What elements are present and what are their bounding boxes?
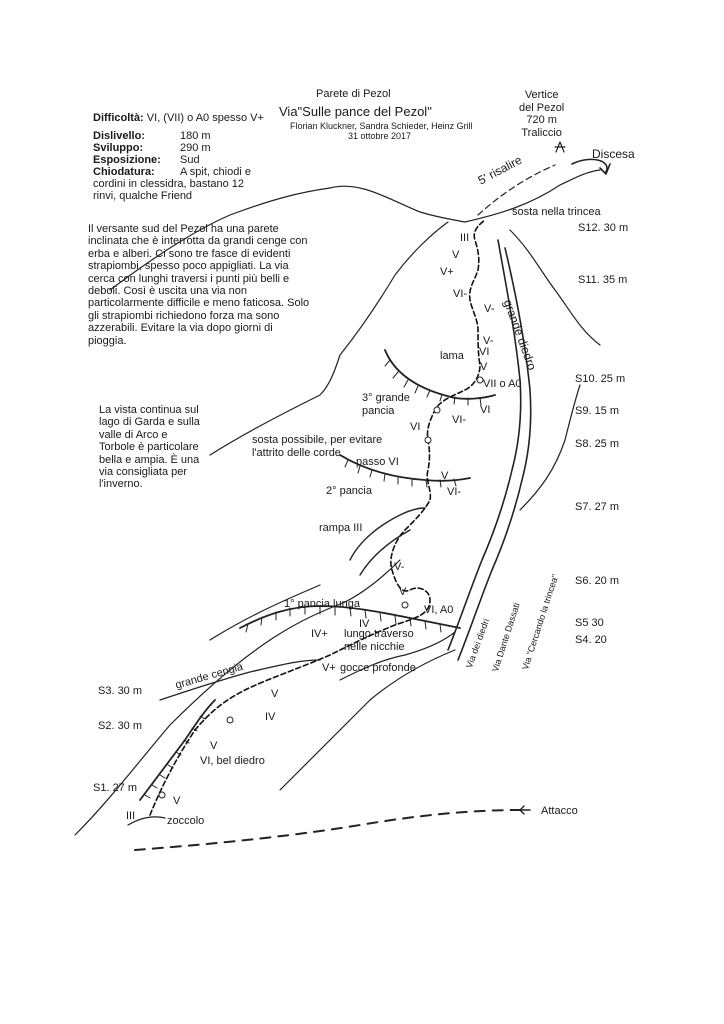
summit-label [519, 89, 564, 139]
lama-label: lama [440, 350, 464, 362]
grade-label: VII o A0 [483, 378, 522, 390]
belay-s1: S1. 27 m [93, 782, 138, 794]
belay-s3: S3. 30 m [98, 685, 143, 697]
belay-marker [227, 717, 233, 723]
route-authors: Florian Kluckner, Sandra Schieder, Heinz Grill [290, 121, 473, 131]
grade-label: IV [359, 618, 370, 630]
grade-label: V- [483, 335, 494, 347]
belay-s5: S5 30 [575, 617, 604, 629]
pancia3-label [362, 392, 410, 418]
belay-marker [434, 407, 440, 413]
grade-label: IV [265, 711, 276, 723]
grade-label: V [210, 740, 218, 752]
difficulty [93, 112, 264, 125]
grade-label: V+ [440, 266, 454, 278]
grade-label: IV+ [311, 628, 328, 640]
belay-s9: S9. 15 m [575, 405, 620, 417]
grade-label: V [441, 470, 449, 482]
grade-label: V [173, 795, 181, 807]
rampa-label: rampa III [319, 522, 363, 534]
pylon-icon [555, 142, 565, 152]
attacco-label: Attacco [541, 805, 578, 817]
summit-line: 720 m [526, 114, 557, 126]
info-row: cordini in clessidra, bastano 12 [93, 178, 245, 190]
summit-line: del Pezol [519, 101, 565, 114]
grade-label: V [480, 361, 488, 373]
info-row: Dislivello: 180 m [93, 130, 211, 142]
grade-label: III [460, 232, 470, 244]
sosta-possibile-line: sosta possibile, per evitare [252, 434, 383, 446]
passo-label: passo VI [356, 456, 399, 468]
grade-label: VI [480, 404, 491, 416]
bel-diedro-label: VI, bel diedro [200, 755, 265, 767]
pancia3-line: pancia [362, 405, 395, 417]
belay-marker [425, 437, 431, 443]
grade-label: V [399, 586, 407, 598]
route-description: Il versante sud del Pezol ha una parete inclinata che è interrotta da grandi cenge con erba e alberi. Ci sono tre fasce di evidenti strapiombi, spesso poco appigliati. La via cerca con lunghi traversi i punti più belli e deboli. Così è uscita una via non particolarmente difficile e meno faticosa. Solo gli strapiombi richiedono forza ma sono azzerabili. Evitare la via dopo giorni di pioggia. [88, 223, 310, 347]
grade-label: V [452, 249, 460, 261]
sosta-possibile-line: l'attrito delle corde [252, 447, 341, 459]
info-row: Chiodatura: A spit, chiodi e [93, 166, 251, 178]
grade-label: III [126, 810, 136, 822]
belay-s10: S10. 25 m [575, 373, 626, 385]
view-description: La vista continua sul lago di Garda e sulla valle di Arco e Torbole è particolare bella e ampia. È una via consigliata per l'inverno. [99, 404, 200, 491]
summit-line: Traliccio [521, 126, 562, 139]
difficulty-label: Difficoltà: [93, 112, 144, 124]
via-dei-diedri-label: Via dei diedri [464, 617, 492, 670]
pancia1-label: 1° pancia lunga [284, 598, 360, 610]
wall-name: Parete di Pezol [316, 88, 391, 100]
belay-s12: S12. 30 m [578, 222, 629, 234]
grade-label: VI- [452, 414, 467, 426]
sosta-trincea-label: sosta nella trincea [512, 206, 601, 218]
route-title: Via"Sulle pance del Pezol" [279, 104, 432, 119]
via-dante-label: Via Dante Dassati [490, 601, 522, 674]
info-row: Esposizione: Sud [93, 154, 200, 166]
ridge-upper [330, 186, 465, 222]
grade-label: VI [479, 346, 490, 358]
traverso-label [344, 628, 414, 654]
belay-marker [402, 602, 408, 608]
belay-s8: S8. 25 m [575, 438, 620, 450]
belay-s7: S7. 27 m [575, 501, 620, 513]
grade-label: V- [394, 561, 405, 573]
zoccolo-label: zoccolo [167, 815, 205, 827]
risalire-label: 5' risalire [475, 152, 525, 188]
belay-s2: S2. 30 m [98, 720, 143, 732]
route-date: 31 ottobre 2017 [348, 131, 412, 141]
pancia3-line: 3° grande [362, 392, 410, 404]
via-cercando-label: Via "Cercando la trincea" [520, 573, 561, 672]
grade-label: VI- [447, 486, 462, 498]
belay-s11: S11. 35 m [578, 274, 628, 286]
grade-label: VI [410, 421, 421, 433]
traverso-line: lungo traverso [344, 628, 414, 640]
descent-arrowhead [600, 164, 610, 174]
grade-label: VI- [453, 288, 468, 300]
grade-label: V [271, 688, 279, 700]
route-info [93, 130, 251, 202]
difficulty-value: VI, (VII) o A0 spesso V+ [146, 112, 264, 124]
mountain-outline-upper [210, 585, 320, 640]
info-row: Sviluppo: 290 m [93, 142, 211, 154]
grade-label: VI, A0 [424, 604, 454, 616]
info-row: rinvi, qualche Friend [93, 190, 193, 202]
grande-diedro-label: grande diedro [500, 297, 540, 373]
grade-label: V+ [322, 662, 336, 674]
pancia2-label: 2° pancia [326, 485, 372, 497]
gocce-label: gocce profonde [340, 662, 416, 674]
belay-marker [159, 792, 165, 798]
cengia-label: grande cengia [174, 660, 245, 692]
summit-line: Vertice [524, 89, 559, 101]
descent-label: Discesa [592, 147, 635, 161]
traverso-line: nelle nicchie [344, 641, 405, 653]
grade-label: V- [484, 303, 495, 315]
attacco-arrow [520, 806, 530, 814]
belay-s4: S4. 20 [575, 634, 607, 646]
belay-s6: S6. 20 m [575, 575, 620, 587]
lower-diedro [140, 700, 218, 800]
